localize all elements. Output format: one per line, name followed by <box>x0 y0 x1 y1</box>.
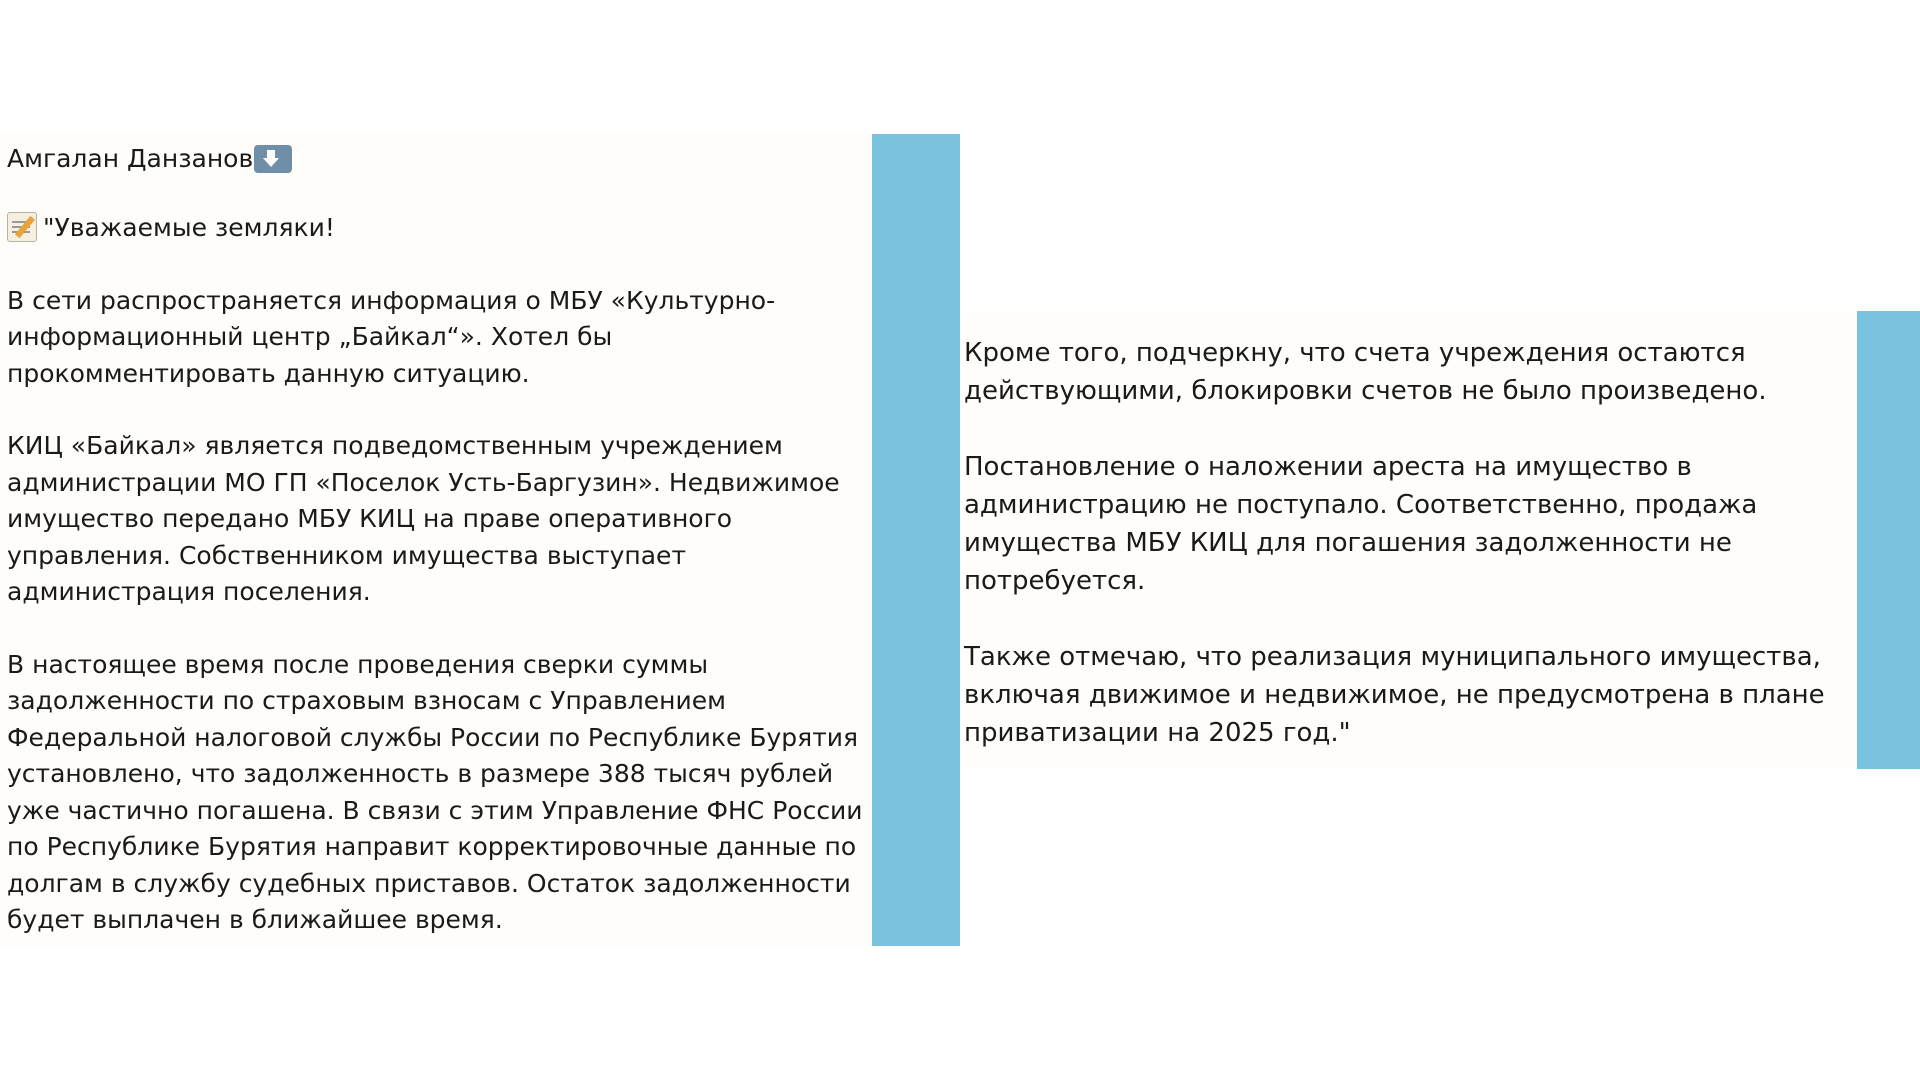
accent-bar-right <box>1857 311 1920 769</box>
paragraph-1: В сети распространяется информация о МБУ «Культурно- информационный центр „Байкал“». Хотел бы прокомментировать данную ситуацию. <box>7 285 776 388</box>
author-name[interactable]: Амгалан Данзанов <box>7 144 254 173</box>
greeting-line <box>7 210 872 247</box>
memo-icon <box>7 212 37 242</box>
paragraph-4: Кроме того, подчеркну, что счета учреждения остаются действующими, блокировки счетов не было произведено. <box>964 338 1767 406</box>
post-text-left <box>0 134 872 946</box>
post-text-right <box>960 311 1857 769</box>
author-line <box>7 144 872 174</box>
greeting-text: "Уважаемые земляки! <box>43 213 335 242</box>
accent-bar-left <box>872 134 960 946</box>
paragraph-6: Также отмечаю, что реализация муниципального имущества, включая движимое и недвижимое, не предусмотрена в плане приватизации на 2025 год." <box>964 642 1825 748</box>
paragraph-3: В настоящее время после проведения сверки суммы задолженности по страховым взносам с Управлением Федеральной налоговой службы России по Республике Бурятия установлено, что задолженность в размере 388 тысяч рублей уже частично погашена. В связи с этим Управление ФНС России по Республике Бурятия направит корректировочные данные по долгам в службу судебных приставов. Остаток задолженности будет выплачен в ближайшее время. <box>7 649 863 934</box>
paragraph-5: Постановление о наложении ареста на имущество в администрацию не поступало. Соответственно, продажа имущества МБУ КИЦ для погашения задолженности не потребуется. <box>964 452 1758 596</box>
paragraph-2: КИЦ «Байкал» является подведомственным учреждением администрации МО ГП «Поселок Усть-Баргузин». Недвижимое имущество передано МБУ КИЦ на праве оперативного управления. Собственником имущества выступает администрация поселения. <box>7 431 840 606</box>
down-arrow-icon <box>254 145 292 173</box>
